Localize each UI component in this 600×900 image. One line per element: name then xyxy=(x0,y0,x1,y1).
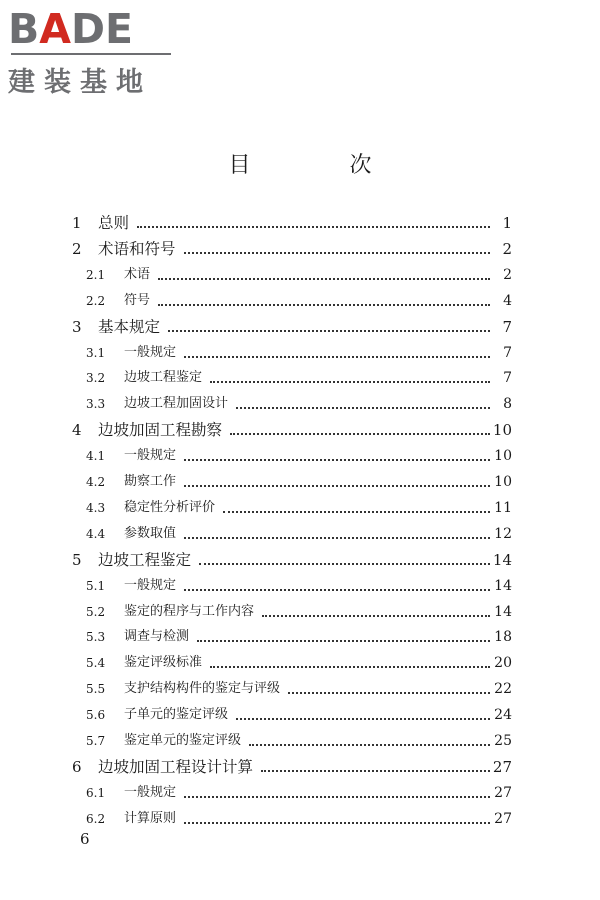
toc-entry-label: 参数取值 xyxy=(124,525,177,541)
toc-entry xyxy=(0,703,600,727)
toc-entry-number: 6.1 xyxy=(86,785,106,800)
toc-leader-dots xyxy=(199,563,490,565)
toc-entry xyxy=(0,341,600,365)
toc-entry xyxy=(0,574,600,598)
toc-entry-number: 5.1 xyxy=(86,578,106,593)
toc-leader-dots xyxy=(262,615,490,617)
toc-entry-label: 总则 xyxy=(98,214,130,232)
toc-leader-dots xyxy=(236,407,490,409)
page-number: 6 xyxy=(80,830,90,848)
toc-entry xyxy=(0,263,600,287)
toc-entry-number: 3.1 xyxy=(86,345,106,360)
toc-entry xyxy=(0,677,600,701)
toc-entry-number: 6.2 xyxy=(86,811,106,826)
toc-entry-number: 5 xyxy=(72,550,82,569)
toc-entry-page: 2 xyxy=(503,266,512,283)
toc-entry-label: 术语和符号 xyxy=(98,239,176,258)
toc-entry-page: 10 xyxy=(492,421,512,440)
toc-entry xyxy=(0,470,600,494)
toc-entry-number: 2 xyxy=(72,239,82,258)
toc-entry-label: 边坡加固工程设计计算 xyxy=(98,757,254,776)
toc-entry-label: 鉴定评级标准 xyxy=(124,655,203,671)
toc-entry-label: 一般规定 xyxy=(124,784,177,800)
toc-entry xyxy=(0,781,600,805)
toc-entry xyxy=(0,211,600,235)
toc-entry xyxy=(0,729,600,753)
toc-leader-dots xyxy=(184,589,490,591)
toc-entry-page: 24 xyxy=(494,707,512,724)
toc-entry xyxy=(0,315,600,339)
toc-entry-page: 11 xyxy=(494,499,512,516)
toc-entry-page: 10 xyxy=(494,474,512,490)
toc-entry xyxy=(0,366,600,390)
toc-entry-label: 一般规定 xyxy=(124,577,177,593)
toc-entry-page: 10 xyxy=(494,448,512,465)
toc-entry-label: 鉴定单元的鉴定评级 xyxy=(124,733,242,748)
logo-wordmark: BADE xyxy=(8,5,134,53)
toc-entry-label: 边坡工程加固设计 xyxy=(124,396,229,412)
toc-leader-dots xyxy=(184,356,490,358)
toc-entry-label: 边坡工程鉴定 xyxy=(124,370,203,386)
toc-entry-page: 14 xyxy=(494,603,512,620)
toc-entry-page: 8 xyxy=(503,396,512,413)
toc-entry-number: 5.4 xyxy=(86,656,106,671)
toc-entry xyxy=(0,418,600,442)
toc-entry-label: 支护结构构件的鉴定与评级 xyxy=(124,681,281,697)
toc-leader-dots xyxy=(168,330,490,332)
toc-leader-dots xyxy=(184,252,490,254)
toc-leader-dots xyxy=(137,226,490,228)
toc-entry-number: 4.4 xyxy=(86,526,106,541)
toc-leader-dots xyxy=(288,692,490,694)
toc-entry xyxy=(0,289,600,313)
toc-entry xyxy=(0,522,600,546)
toc-entry-page: 12 xyxy=(494,525,512,542)
toc-entry-number: 5.6 xyxy=(86,708,106,723)
toc-entry-label: 边坡工程鉴定 xyxy=(98,550,192,569)
toc-entry-page: 18 xyxy=(494,629,512,646)
toc-entry-page: 7 xyxy=(502,317,512,336)
toc-leader-dots xyxy=(184,796,490,798)
toc-entry-page: 20 xyxy=(494,655,512,672)
toc-entry-number: 5.7 xyxy=(86,734,106,748)
toc-entry-page: 2 xyxy=(502,239,512,258)
toc-leader-dots xyxy=(184,537,490,539)
toc-leader-dots xyxy=(158,278,490,280)
toc-entry xyxy=(0,600,600,624)
toc-entry-page: 27 xyxy=(492,757,512,776)
toc-entry xyxy=(0,237,600,261)
toc-entry-number: 5.3 xyxy=(86,630,106,645)
toc-entry-number: 2.1 xyxy=(86,267,106,282)
toc-entry-page: 22 xyxy=(494,681,512,698)
toc-entry-number: 5.2 xyxy=(86,604,106,619)
toc-leader-dots xyxy=(184,822,490,824)
toc-entry-label: 一般规定 xyxy=(124,448,177,464)
toc-entry-label: 鉴定的程序与工作内容 xyxy=(124,603,255,619)
toc-entry-page: 7 xyxy=(503,344,512,361)
toc-leader-dots xyxy=(184,485,490,487)
toc-entry-number: 3.2 xyxy=(86,371,106,386)
toc-entry-label: 术语 xyxy=(124,266,151,282)
toc-leader-dots xyxy=(261,770,490,772)
toc-title: 目 次 xyxy=(228,153,418,178)
toc-entry-label: 边坡加固工程勘察 xyxy=(98,421,223,440)
toc-leader-dots xyxy=(158,304,490,306)
toc-entry-number: 3 xyxy=(72,317,82,336)
toc-entry-label: 调查与检测 xyxy=(124,629,190,645)
toc-entry xyxy=(0,807,600,831)
toc-entry xyxy=(0,651,600,675)
toc-entry xyxy=(0,755,600,779)
toc-entry-label: 符号 xyxy=(124,292,151,308)
toc-entry-number: 1 xyxy=(72,214,82,232)
toc-entry-number: 4.3 xyxy=(86,500,106,515)
toc-entry xyxy=(0,392,600,416)
toc-entry-page: 27 xyxy=(494,784,512,801)
toc-leader-dots xyxy=(197,640,490,642)
toc-entry-label: 计算原则 xyxy=(124,810,177,826)
toc-entry-page: 14 xyxy=(494,577,512,594)
toc-entry-number: 5.5 xyxy=(86,682,106,697)
toc-entry xyxy=(0,496,600,520)
toc-entry-page: 25 xyxy=(494,733,512,749)
toc-entry-number: 4.2 xyxy=(86,475,106,489)
toc-leader-dots xyxy=(230,433,490,435)
toc-entry xyxy=(0,548,600,572)
toc-leader-dots xyxy=(184,459,490,461)
toc-entry-label: 一般规定 xyxy=(124,344,177,360)
toc-entry-number: 3.3 xyxy=(86,397,106,412)
toc-entry-page: 14 xyxy=(492,550,512,569)
logo-chinese-text: 建装基地 xyxy=(8,67,152,98)
toc-entry-number: 6 xyxy=(72,757,82,776)
toc-entry-number: 4 xyxy=(72,421,82,440)
toc-leader-dots xyxy=(210,666,490,668)
toc-entry-number: 2.2 xyxy=(86,293,106,308)
toc-entry-label: 勘察工作 xyxy=(124,474,177,489)
toc-entry-page: 7 xyxy=(503,370,512,387)
toc-leader-dots xyxy=(210,381,490,383)
toc-leader-dots xyxy=(236,718,490,720)
toc-entry-label: 子单元的鉴定评级 xyxy=(124,707,229,723)
toc-entry-page: 27 xyxy=(494,810,512,827)
toc-entry xyxy=(0,444,600,468)
toc-entry-label: 稳定性分析评价 xyxy=(124,499,216,515)
toc-entry-page: 4 xyxy=(503,292,512,309)
toc-leader-dots xyxy=(249,744,490,746)
toc-entry-label: 基本规定 xyxy=(98,317,161,336)
toc-leader-dots xyxy=(223,511,490,513)
toc-entry xyxy=(0,625,600,649)
toc-entry-page: 1 xyxy=(502,214,512,232)
toc-entry-number: 4.1 xyxy=(86,449,106,464)
